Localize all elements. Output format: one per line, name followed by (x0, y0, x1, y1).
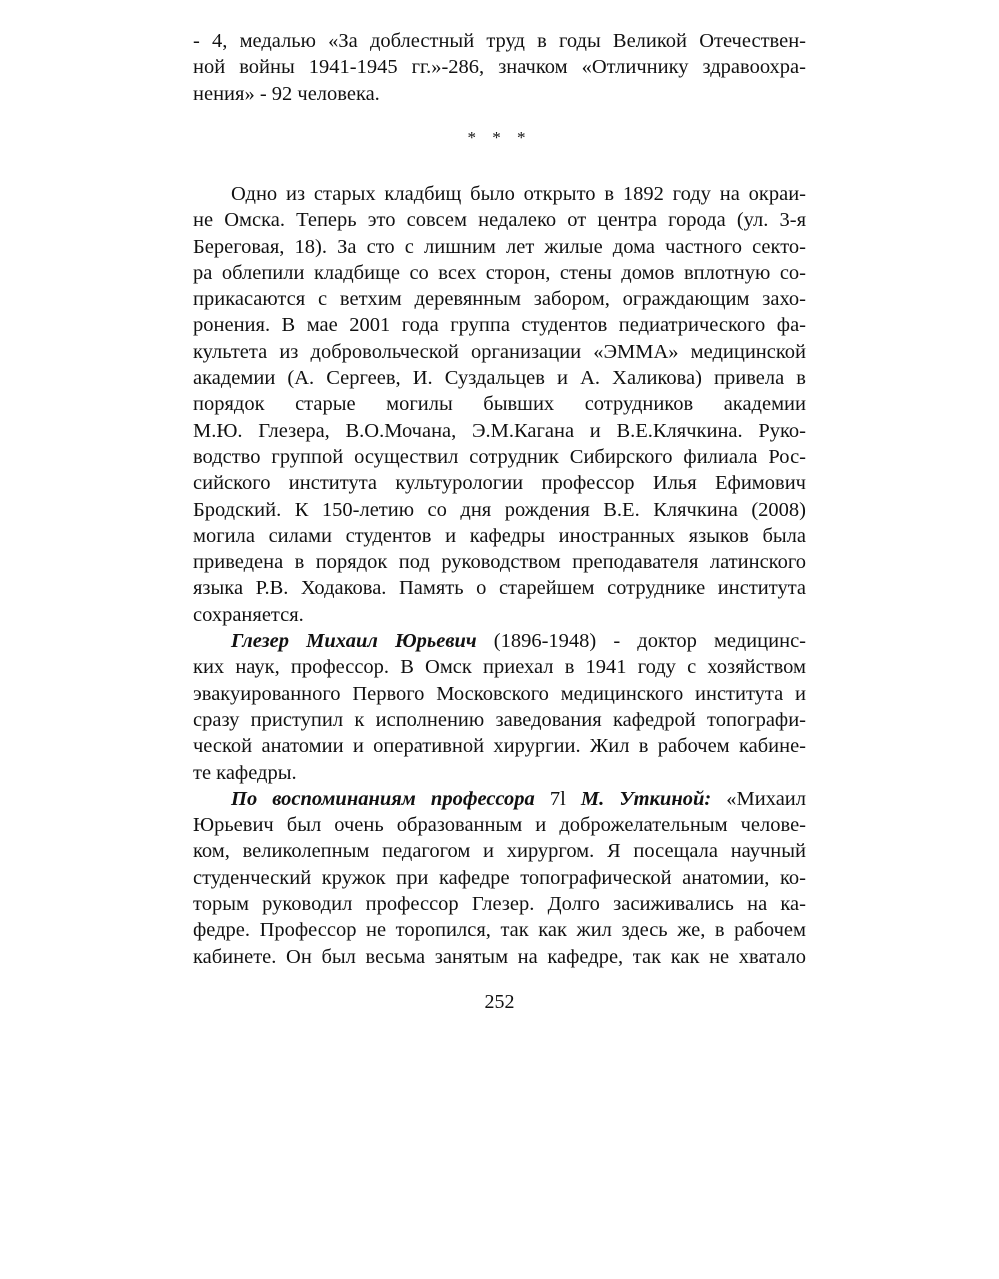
section-separator: * * * (467, 128, 532, 147)
text-line: академии (А. Сергеев, И. Суздальцев и А. Халикова) привела в (193, 367, 806, 390)
text-line: ра облепили кладбище со всех сторон, стены домов вплотную со- (193, 261, 806, 284)
text-line: студенческий кружок при кафедре топографической анатомии, ко- (193, 866, 806, 889)
top-paragraph (193, 28, 806, 107)
initials: 7l (534, 787, 581, 810)
text-line: сохраняется. (193, 603, 304, 626)
text-line: ких наук, профессор. В Омск приехал в 1941 году с хозяйством (193, 656, 806, 679)
text-line: могила силами студентов и кафедры иностранных языков была (193, 524, 806, 547)
text-line: М.Ю. Глезера, В.О.Мочана, Э.М.Кагана и В.Е.Клячкина. Руко- (193, 419, 806, 442)
text-line: те кафедры. (193, 761, 297, 784)
text-line (193, 628, 806, 654)
text-line: приведена в порядок под руководством преподавателя латинского (193, 551, 806, 574)
text-line: Бродский. К 150-летию со дня рождения В.Е. Клячкина (2008) (193, 498, 806, 521)
surname: М. Уткиной: (580, 787, 712, 810)
text-line: нения» - 92 человека. (193, 82, 380, 105)
text-line: Одно из старых кладбищ было открыто в 1892 году на окраи- (231, 183, 806, 205)
text-line: водство группой осуществил сотрудник Сибирского филиала Рос- (193, 445, 806, 468)
text-line: ком, великолепным педагогом и хирургом. Я посещала научный (193, 840, 806, 863)
text-line: сийского института культурологии профессор Илья Ефимович (193, 472, 806, 495)
text-line: ной войны 1941-1945 гг.»-286, значком «Отличнику здравоохра- (193, 56, 806, 79)
memory-lead: По воспоминаниям профессора (231, 787, 535, 810)
page-number: 252 (484, 991, 515, 1013)
person-name: Глезер Михаил Юрьевич (231, 630, 477, 653)
text-line: сразу приступил к исполнению заведования кафедрой топографи- (193, 708, 806, 731)
text-line: торым руководил профессор Глезер. Долго засиживались на ка- (193, 893, 806, 916)
text-line: федре. Профессор не торопился, так как жил здесь же, в рабочем (193, 919, 806, 942)
main-text (193, 181, 806, 970)
paragraph-glezer (193, 628, 806, 786)
text-line: порядок старые могилы бывших сотрудников академии (193, 393, 806, 416)
text-span: (1896-1948) - доктор медицинс- (476, 630, 806, 653)
text-line: прикасаются с ветхим деревянным забором, ограждающим захо- (193, 288, 806, 311)
text-line: эвакуированного Первого Московского медицинского института и (193, 682, 806, 705)
text-line: культета из добровольческой организации «ЭММА» медицинской (193, 340, 806, 363)
text-line: - 4, медалью «За доблестный труд в годы Великой Отечествен- (193, 30, 806, 52)
text-line: ческой анатомии и оперативной хирургии. Жил в рабочем кабине- (193, 735, 806, 758)
text-line: не Омска. Теперь это совсем недалеко от центра города (ул. 3-я (193, 209, 806, 232)
text-line (193, 786, 806, 812)
text-line: Юрьевич был очень образованным и доброжелательным челове- (193, 814, 806, 837)
text-line: Береговая, 18). За сто с лишним лет жилые дома частного секто- (193, 235, 806, 258)
text-line: ронения. В мае 2001 года группа студентов педиатрического фа- (193, 314, 806, 337)
paragraph-memory (193, 786, 806, 970)
text-line: языка Р.В. Ходакова. Память о старейшем сотруднике института (193, 577, 806, 600)
text-line: кабинете. Он был весьма занятым на кафедре, так как не хватало (193, 945, 806, 968)
text-span: «Михаил (711, 787, 806, 810)
paragraph-cemetery (193, 181, 806, 628)
